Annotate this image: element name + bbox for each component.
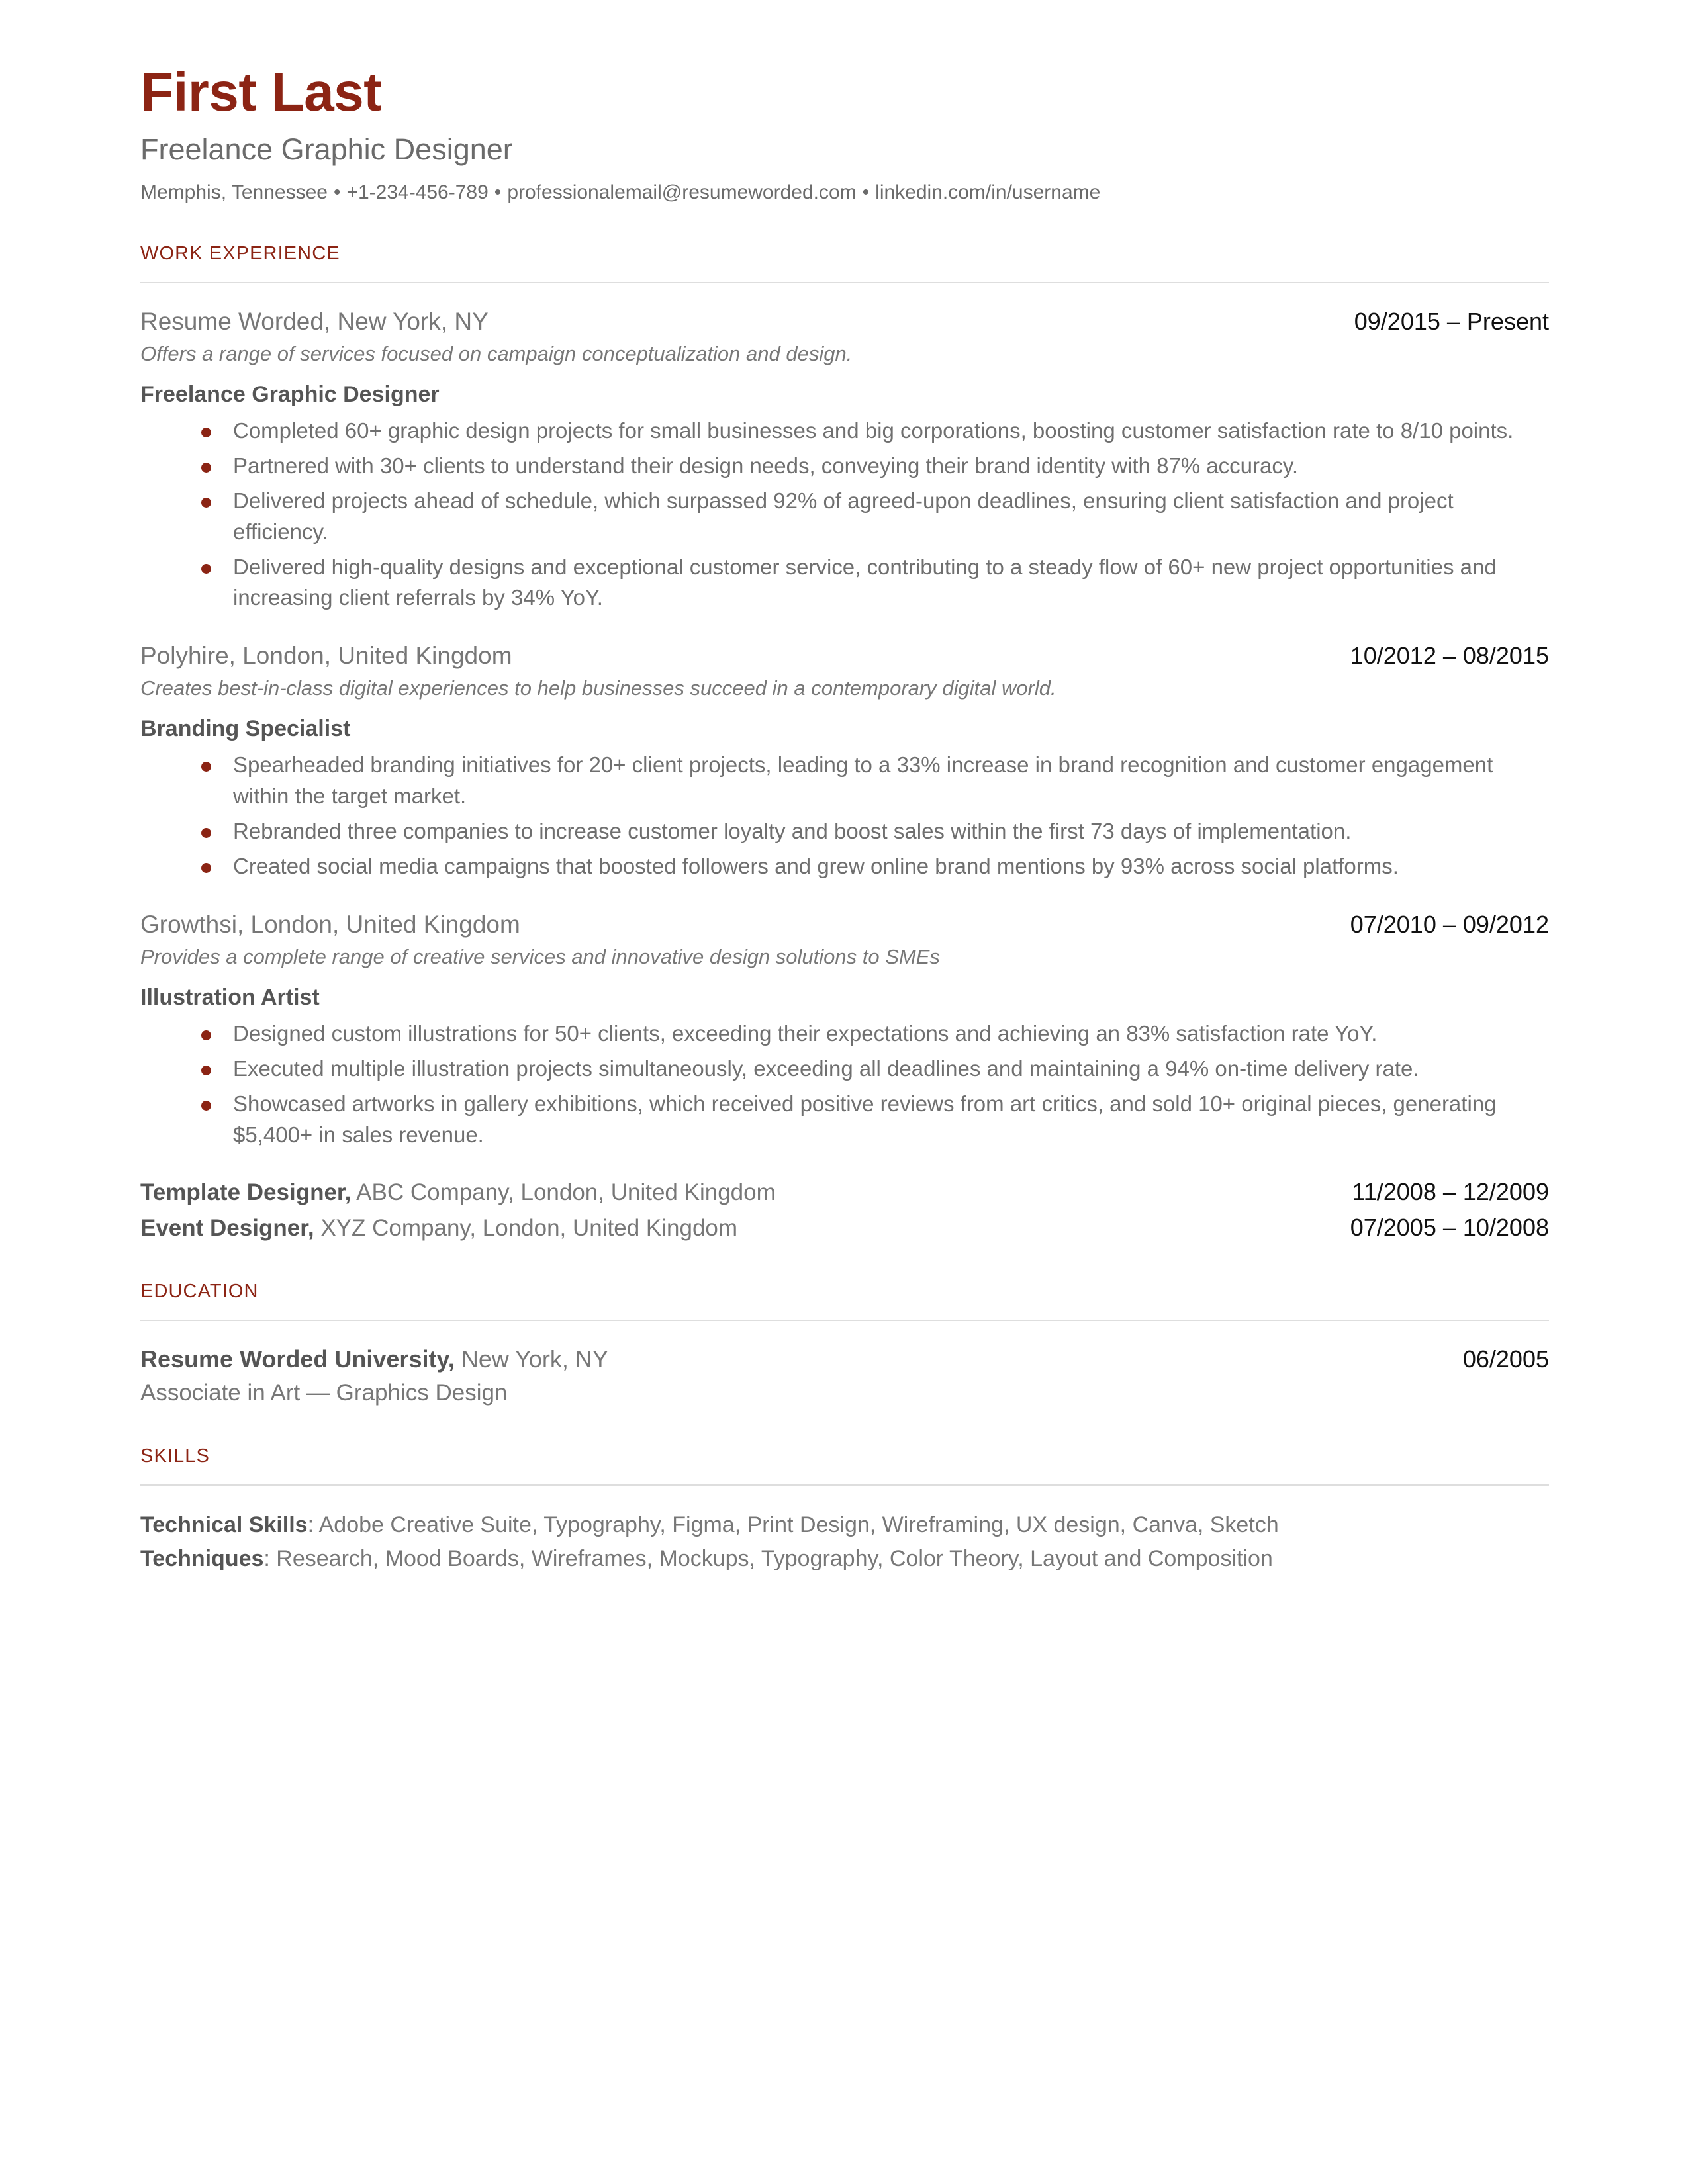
section-divider-education: [140, 1320, 1549, 1321]
compact-job-detail: ABC Company, London, United Kingdom: [351, 1179, 776, 1206]
compact-job-title: Template Designer,: [140, 1179, 352, 1206]
job-bullet: Spearheaded branding initiatives for 20+ client projects, leading to a 33% increase in brand recognition and customer engagement within the target market.: [196, 750, 1549, 812]
skills-values-techniques: : Research, Mood Boards, Wireframes, Mockups, Typography, Color Theory, Layout and Composition: [263, 1545, 1273, 1571]
job-entry: [140, 909, 1549, 1151]
job-bullet-list: [140, 1019, 1549, 1150]
contact-phone: +1-234-456-789: [346, 181, 489, 203]
job-bullet: Completed 60+ graphic design projects for small businesses and big corporations, boosting customer satisfaction rate to 8/10 points.: [196, 416, 1549, 447]
skills-row-techniques: [140, 1542, 1549, 1576]
compact-job-list: [140, 1177, 1549, 1244]
job-dates: 09/2015 – Present: [1354, 308, 1549, 336]
contact-linkedin[interactable]: linkedin.com/in/username: [875, 181, 1101, 203]
job-company: Growthsi, London, United Kingdom: [140, 910, 520, 938]
contact-email[interactable]: professionalemail@resumeworded.com: [507, 181, 857, 203]
skills-label-technical: Technical Skills: [140, 1512, 308, 1537]
job-bullet: Rebranded three companies to increase customer loyalty and boost sales within the first 73 days of implementation.: [196, 816, 1549, 847]
job-role-title: Branding Specialist: [140, 716, 351, 742]
education-school-location: New York, NY: [454, 1345, 608, 1373]
section-skills: [140, 1445, 1549, 1576]
job-bullet: Delivered high-quality designs and exceptional customer service, contributing to a steady flow of 60+ new project opportunities and increasing client referrals by 34% YoY.: [196, 552, 1549, 614]
job-company-blurb: Creates best-in-class digital experiences to help businesses succeed in a contemporary digital world.: [140, 676, 1056, 700]
section-divider-skills: [140, 1484, 1549, 1486]
job-bullet: Showcased artworks in gallery exhibitions, which received positive reviews from art critics, and sold 10+ original pieces, generating $5,400+ in sales revenue.: [196, 1089, 1549, 1151]
job-company: Polyhire, London, United Kingdom: [140, 642, 512, 670]
contact-separator-1: •: [333, 181, 341, 203]
compact-job-detail: XYZ Company, London, United Kingdom: [314, 1214, 738, 1241]
education-dates: 06/2005: [1462, 1345, 1549, 1373]
resume-header: [140, 64, 1549, 206]
section-work-experience: [140, 243, 1549, 1244]
candidate-headline: Freelance Graphic Designer: [140, 132, 513, 166]
compact-job-text: [140, 1212, 737, 1244]
job-bullet: Executed multiple illustration projects simultaneously, exceeding all deadlines and maintaining a 94% on-time delivery rate.: [196, 1054, 1549, 1085]
job-header-row: [140, 306, 1549, 338]
skills-values-technical: : Adobe Creative Suite, Typography, Figma, Print Design, Wireframing, UX design, Canva, Sketch: [307, 1512, 1279, 1537]
job-bullet: Created social media campaigns that boosted followers and grew online brand mentions by 93% across social platforms.: [196, 851, 1549, 882]
compact-job-title: Event Designer,: [140, 1214, 314, 1241]
job-company-blurb: Provides a complete range of creative services and innovative design solutions to SMEs: [140, 944, 940, 968]
skills-label-techniques: Techniques: [140, 1545, 264, 1571]
contact-separator-2: •: [494, 181, 502, 203]
section-education: [140, 1281, 1549, 1408]
job-header-row: [140, 909, 1549, 940]
contact-separator-3: •: [862, 181, 870, 203]
education-school-line: [140, 1343, 608, 1375]
job-bullet: Designed custom illustrations for 50+ clients, exceeding their expectations and achieving an 83% satisfaction rate YoY.: [196, 1019, 1549, 1050]
compact-job-entry: [140, 1212, 1549, 1244]
job-role-title: Freelance Graphic Designer: [140, 381, 440, 407]
job-dates: 10/2012 – 08/2015: [1350, 642, 1549, 670]
compact-job-dates: 11/2008 – 12/2009: [1352, 1178, 1549, 1206]
candidate-name: First Last: [140, 62, 382, 122]
job-entry: [140, 306, 1549, 614]
section-title-work: WORK EXPERIENCE: [140, 243, 340, 265]
job-company-blurb: Offers a range of services focused on campaign conceptualization and design.: [140, 342, 853, 366]
compact-job-text: [140, 1177, 776, 1208]
compact-job-dates: 07/2005 – 10/2008: [1350, 1213, 1549, 1241]
job-bullet-list: [140, 750, 1549, 882]
contact-line: [140, 179, 1549, 206]
section-title-skills: SKILLS: [140, 1445, 210, 1467]
job-bullet: Delivered projects ahead of schedule, which surpassed 92% of agreed-upon deadlines, ensuring client satisfaction and project efficiency.: [196, 486, 1549, 548]
job-dates: 07/2010 – 09/2012: [1350, 910, 1549, 938]
job-bullet-list: [140, 416, 1549, 614]
education-entry: [140, 1343, 1549, 1375]
section-divider-work: [140, 282, 1549, 283]
section-title-education: EDUCATION: [140, 1280, 259, 1302]
education-school-name: Resume Worded University,: [140, 1345, 455, 1373]
job-company: Resume Worded, New York, NY: [140, 308, 489, 336]
job-bullet: Partnered with 30+ clients to understand their design needs, conveying their brand identity with 87% accuracy.: [196, 451, 1549, 482]
job-header-row: [140, 640, 1549, 672]
compact-job-entry: [140, 1177, 1549, 1208]
education-degree: Associate in Art — Graphics Design: [140, 1379, 508, 1406]
contact-location: Memphis, Tennessee: [140, 181, 328, 203]
skills-row-technical: [140, 1508, 1549, 1542]
job-entry: [140, 640, 1549, 882]
job-role-title: Illustration Artist: [140, 984, 320, 1010]
